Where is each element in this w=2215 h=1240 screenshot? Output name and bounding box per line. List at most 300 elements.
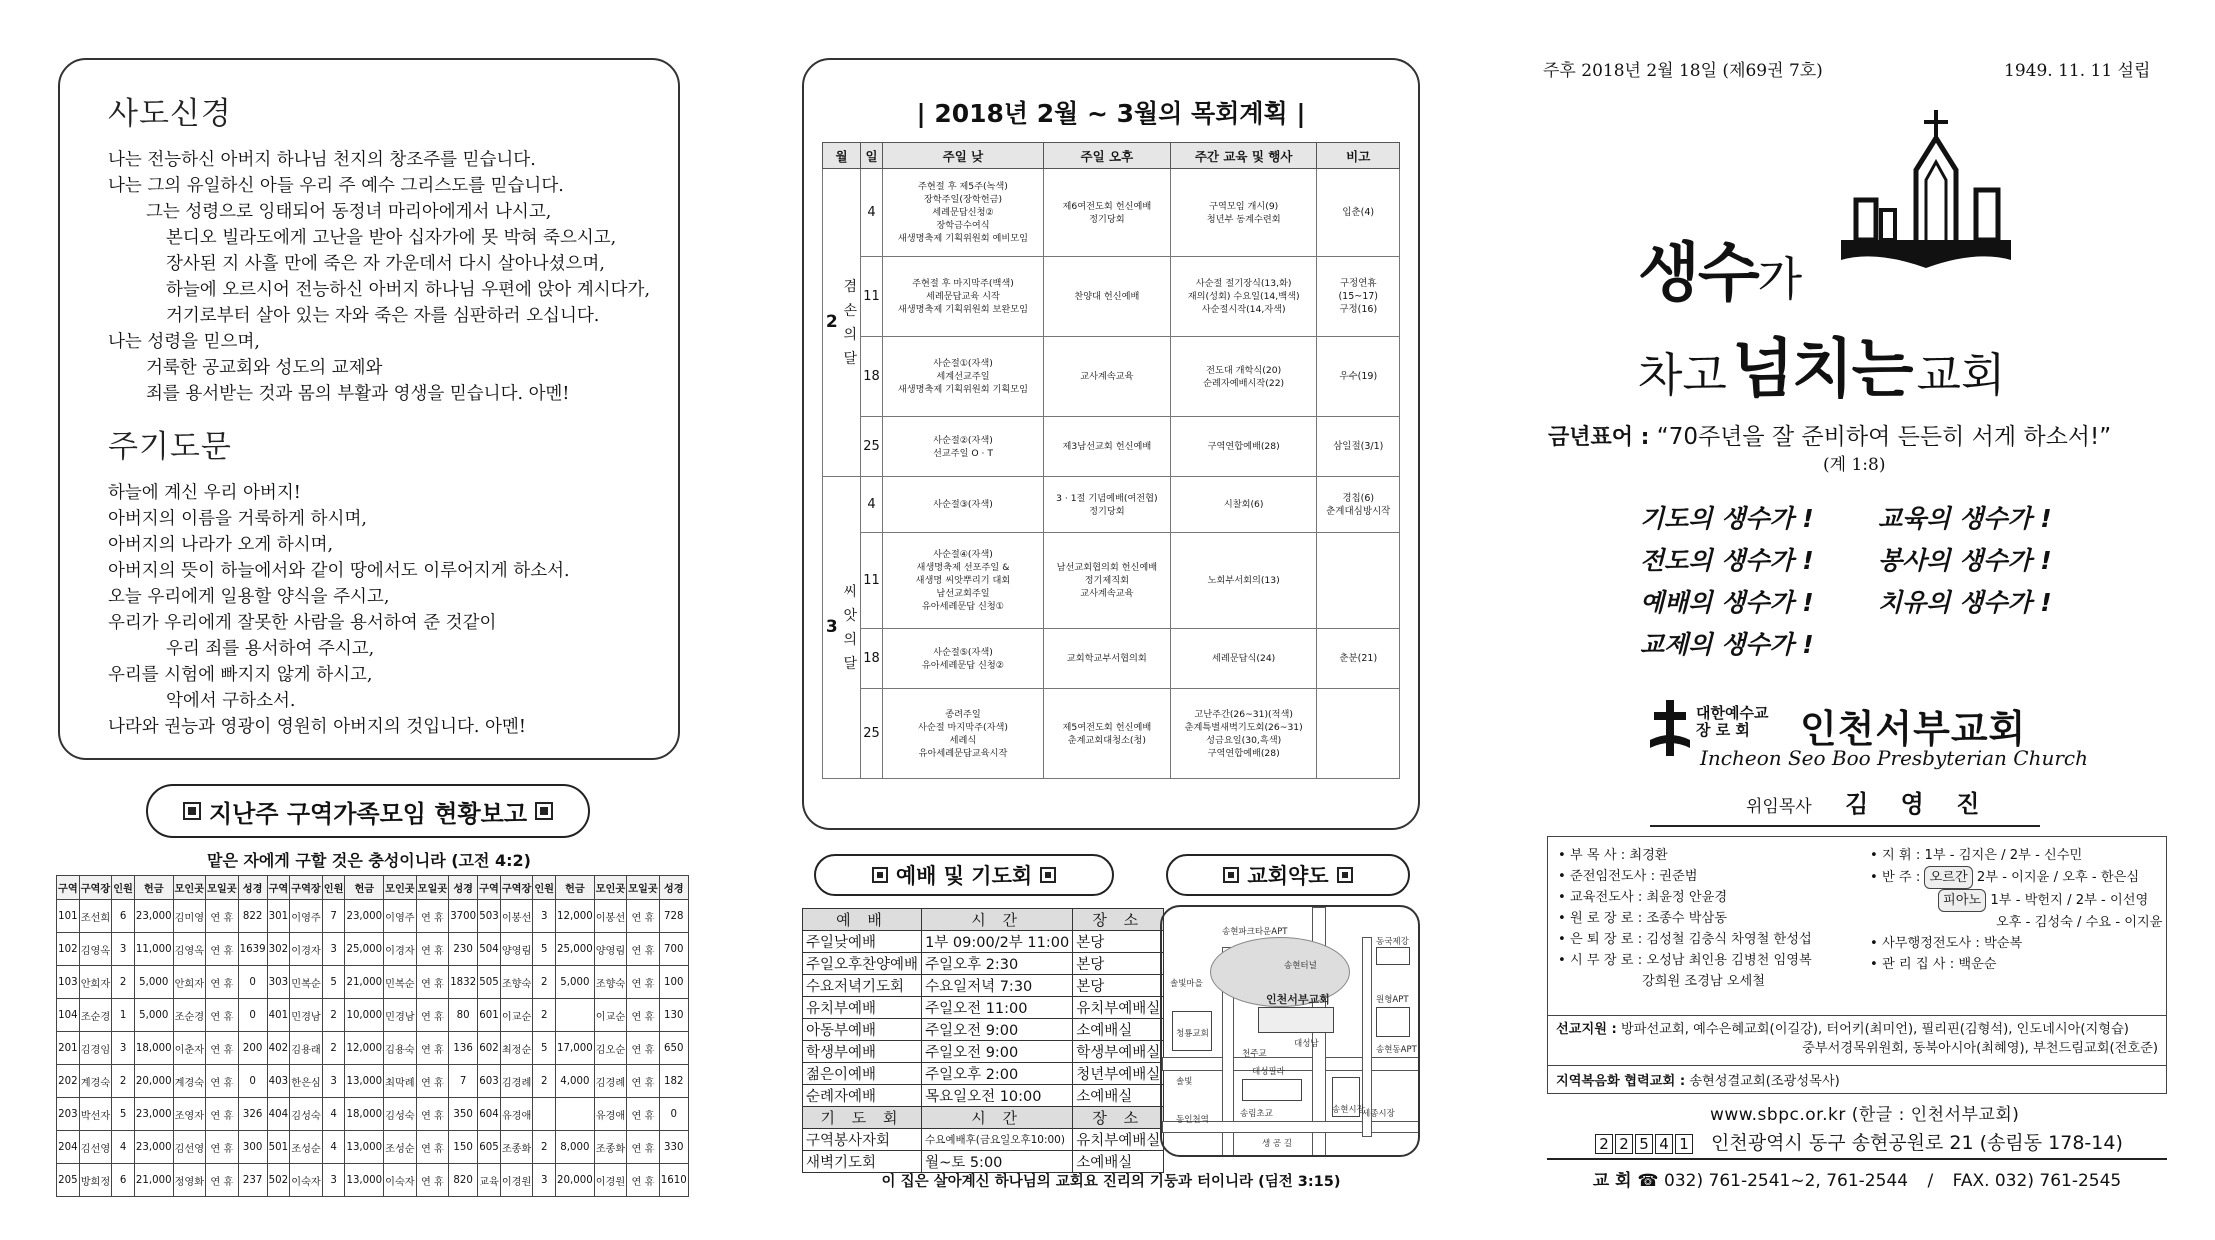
report-cell: 연 휴: [416, 1065, 449, 1098]
phone-number: 032) 761-2541~2, 761-2544: [1664, 1171, 1909, 1191]
worship-cell: 아동부예배: [803, 1019, 922, 1041]
plan-cell-line: 교사계속교육: [1080, 588, 1134, 599]
table-row: [803, 953, 1164, 975]
plan-cell-line: (15~17): [1338, 291, 1379, 302]
report-cell: 0: [238, 1065, 267, 1098]
report-cell: 23,000: [134, 1131, 173, 1164]
slogan: 교제의 생수가 !: [1640, 630, 1814, 659]
plan-cell-note: [1317, 257, 1400, 337]
prayer-line: 아버지의 이름을 거룩하게 하시며,: [108, 509, 367, 529]
report-cell: 민경남: [384, 999, 417, 1032]
report-cell: 18,000: [134, 1032, 173, 1065]
plan-cell-line: 입춘(4): [1342, 207, 1375, 218]
report-cell: 양영림: [500, 933, 533, 966]
plan-cell-after: [1043, 169, 1170, 257]
map-building: [1376, 947, 1410, 965]
plan-cell-line: 사순절시작(14,자색): [1201, 304, 1286, 315]
plan-cell-line: 제5여전도회 헌신예배: [1062, 721, 1152, 733]
staff-line: • 원 로 장 로 : 조종수 박삼동: [1558, 911, 1727, 926]
address: [1595, 1128, 2123, 1155]
plan-cell-line: 유아세례문답교육시작: [918, 747, 1008, 759]
plan-cell-line: 주현절 후 제5주(녹색): [918, 181, 1008, 192]
plan-cell-note: [1317, 417, 1400, 477]
denomination-line: 장 로 회: [1696, 721, 1750, 739]
report-cell: 이경자: [290, 933, 323, 966]
plan-cell-line: 제3남선교회 헌신예배: [1062, 441, 1152, 452]
creed-line: 죄를 용서받는 것과 몸의 부활과 영생을 믿습니다. 아멘!: [146, 384, 570, 404]
website: www.sbpc.or.kr (한글 : 인천서부교회): [1710, 1105, 2020, 1125]
table-row: [823, 689, 1400, 779]
plan-cell-line: 고난주간(26~31)(적색): [1194, 708, 1293, 720]
plan-month: 2: [823, 169, 841, 477]
cross-logo-icon: [1650, 700, 1690, 756]
plan-theme: [841, 477, 861, 779]
report-cell: 조성순: [290, 1131, 323, 1164]
plan-day: 4: [861, 477, 883, 533]
report-cell: 이영주: [384, 900, 417, 933]
plan-cell-noon: [883, 477, 1044, 533]
worship-cell: 수요예배후(금요일오후10:00): [922, 1129, 1073, 1151]
plan-cell-line: 새생명축제 기획위원회 보완모임: [897, 304, 1028, 315]
plan-cell-line: 사순절③(자색): [933, 499, 993, 510]
report-header-cell: 모인곳: [384, 876, 417, 900]
motto-word: 생수: [1638, 237, 1758, 311]
report-cell: [533, 1098, 556, 1131]
report-cell: 연 휴: [416, 1098, 449, 1131]
report-cell: 2: [533, 999, 556, 1032]
plan-cell-noon: [883, 689, 1044, 779]
report-cell: 계경숙: [173, 1065, 206, 1098]
report-cell: 605: [478, 1131, 501, 1164]
plan-header-cell: 주간 교육 및 행사: [1170, 143, 1317, 169]
report-cell: 11,000: [134, 933, 173, 966]
square-bullet-icon: [535, 802, 553, 820]
plan-header-cell: 일: [861, 143, 883, 169]
plan-cell-line: 세례문답식(24): [1212, 653, 1276, 664]
prayer-line: 아버지의 나라가 오게 하시며,: [108, 535, 334, 555]
plan-cell-line: 경칩(6): [1342, 492, 1375, 504]
plan-cell-line: 사순절②(자색): [933, 434, 993, 446]
zip-digit: 4: [1655, 1134, 1673, 1154]
slogans-left: [1640, 498, 1814, 666]
plan-cell-note: [1317, 337, 1400, 417]
plan-cell-line: 유아세례문답 신청②: [921, 659, 1005, 671]
worship-header-cell: 예 배: [803, 909, 922, 931]
table-row: [823, 477, 1400, 533]
table-row: [803, 975, 1164, 997]
report-cell: [556, 1098, 595, 1131]
creed-text: [108, 147, 651, 407]
plan-theme-char: 손: [843, 302, 858, 319]
church-map: [1160, 905, 1420, 1157]
report-cell: 이영주: [290, 900, 323, 933]
plan-cell-week: [1170, 533, 1317, 629]
plan-theme-char: 달: [843, 655, 858, 672]
report-cell: 정영화: [173, 1164, 206, 1197]
staff-line: • 은 퇴 장 로 : 김성철 김충식 차영철 한성섭: [1558, 932, 1812, 947]
report-cell: 김경례: [500, 1065, 533, 1098]
report-cell: 민복순: [290, 966, 323, 999]
report-cell: 이교순: [594, 999, 627, 1032]
report-banner: [146, 784, 590, 838]
plan-cell-line: 교사계속교육: [1080, 371, 1134, 382]
report-cell: 650: [659, 1032, 688, 1065]
plan-theme-char: 겸: [843, 278, 858, 295]
plan-cell-line: 세례문답교육 시작: [926, 291, 1000, 302]
staff-line: • 사무행정전도사 : 박순복: [1870, 936, 2023, 951]
map-label: 송현동APT: [1376, 1045, 1417, 1055]
map-road: [1162, 1057, 1420, 1071]
report-cell: 80: [449, 999, 478, 1032]
report-cell: 25,000: [556, 933, 595, 966]
map-label: 솔빛: [1176, 1077, 1193, 1087]
report-cell: 연 휴: [206, 1164, 239, 1197]
plan-cell-line: 정기당회: [1089, 505, 1125, 517]
report-cell: 20,000: [556, 1164, 595, 1197]
table-row: [803, 1129, 1164, 1151]
map-label: 송현시장: [1332, 1105, 1365, 1115]
report-cell: 5: [533, 1032, 556, 1065]
report-cell: 601: [478, 999, 501, 1032]
regional-partner: [1548, 1065, 2166, 1093]
fax-number: FAX. 032) 761-2545: [1952, 1171, 2122, 1191]
plan-cell-line: 순례자예배시작(22): [1203, 377, 1285, 389]
report-cell: 3: [322, 933, 345, 966]
report-cell: 330: [659, 1131, 688, 1164]
plan-cell-line: 구역연합예배(28): [1207, 747, 1280, 759]
report-cell: 2: [322, 1032, 345, 1065]
report-cell: 237: [238, 1164, 267, 1197]
table-row: [823, 417, 1400, 477]
report-cell: 182: [659, 1065, 688, 1098]
report-cell: 연 휴: [627, 999, 660, 1032]
worship-cell: 청년부예배실: [1073, 1063, 1164, 1085]
worship-cell: 유치부예배: [803, 997, 922, 1019]
report-cell: 136: [449, 1032, 478, 1065]
report-cell: 김용숙: [384, 1032, 417, 1065]
report-cell: [556, 999, 595, 1032]
plan-cell-line: 사순절④(자색): [933, 549, 993, 560]
plan-cell-after: [1043, 689, 1170, 779]
table-row: [823, 337, 1400, 417]
worship-cell: 주일낮예배: [803, 931, 922, 953]
issue-date: 주후 2018년 2월 18일 (제69권 7호): [1543, 61, 1823, 81]
mission-text: 중부서경목위원회, 동북아시아(최혜영), 부천드림교회(전호준): [1802, 1041, 2158, 1056]
table-row: [803, 931, 1164, 953]
square-bullet-icon: [183, 802, 201, 820]
plan-cell-line: 장학주일(장학헌금): [923, 194, 1003, 205]
plan-header-cell: 월: [823, 143, 861, 169]
table-row: [803, 1019, 1164, 1041]
plan-cell-after: [1043, 417, 1170, 477]
choir-label: • 반 주 :: [1870, 870, 1921, 885]
map-label: 청룡교회: [1176, 1029, 1209, 1039]
creed-line: 나는 그의 유일하신 아들 우리 주 예수 그리스도를 믿습니다.: [108, 176, 564, 196]
mission-text: 방파선교회, 예수은혜교회(이길강), 터어키(최미언), 필리핀(김형석), 인도네시아(지형습): [1621, 1022, 2129, 1037]
report-cell: 2: [112, 966, 135, 999]
report-cell: 103: [57, 966, 80, 999]
plan-cell-line: 제6여전도회 헌신예배: [1062, 200, 1152, 212]
report-header-cell: 성경: [659, 876, 688, 900]
report-cell: 안희자: [79, 966, 112, 999]
address-text: 인천광역시 동구 송현공원로 21 (송림동 178-14): [1711, 1132, 2123, 1154]
report-cell: 23,000: [134, 900, 173, 933]
plan-theme-char: 씨: [843, 583, 858, 600]
zip-digit: 2: [1615, 1134, 1633, 1154]
report-cell: 404: [267, 1098, 290, 1131]
plan-cell-after: [1043, 629, 1170, 689]
report-cell: 민복순: [384, 966, 417, 999]
worship-cell: 유치부예배실: [1073, 1129, 1164, 1151]
report-cell: 이교순: [500, 999, 533, 1032]
square-bullet-icon: [1337, 867, 1353, 883]
report-cell: 5,000: [134, 966, 173, 999]
map-banner-label: 교회약도: [1247, 864, 1329, 888]
plan-cell-note: [1317, 477, 1400, 533]
plan-cell-line: 정기제직회: [1084, 575, 1130, 586]
report-cell: 0: [238, 999, 267, 1032]
motto-word: 교회: [1916, 348, 2006, 402]
plan-cell-noon: [883, 417, 1044, 477]
report-cell: 501: [267, 1131, 290, 1164]
report-cell: 303: [267, 966, 290, 999]
zip-digit: 2: [1595, 1134, 1613, 1154]
report-cell: 503: [478, 900, 501, 933]
worship-banner: [814, 854, 1114, 896]
map-label: 송림초교: [1240, 1109, 1273, 1119]
report-cell: 연 휴: [206, 999, 239, 1032]
plan-cell-line: 유아세례문답 신청①: [921, 601, 1005, 612]
pastor-name: 김 영 진: [1845, 790, 1992, 818]
plan-day: 4: [861, 169, 883, 257]
report-cell: 13,000: [345, 1164, 384, 1197]
table-row: [57, 966, 689, 999]
worship-cell: 주일오후찬양예배: [803, 953, 922, 975]
report-cell: 조성순: [384, 1131, 417, 1164]
creed-line: 장사된 지 사흘 만에 죽은 자 가운데서 다시 살아나셨으며,: [166, 254, 605, 274]
worship-cell: 구역봉사자회: [803, 1129, 922, 1151]
report-cell: 23,000: [345, 900, 384, 933]
plan-cell-line: 삼일절(3/1): [1333, 441, 1384, 452]
report-cell: 5: [322, 966, 345, 999]
map-label: 생 공 길: [1262, 1139, 1293, 1149]
prayer-line: 우리를 시험에 빠지지 않게 하시고,: [108, 665, 373, 685]
pastor-title: 위임목사: [1746, 797, 1812, 817]
worship-cell: 목요일오전 10:00: [922, 1085, 1073, 1107]
worship-cell: 학생부예배실: [1073, 1041, 1164, 1063]
map-label: 송현터널: [1284, 961, 1317, 971]
report-cell: 502: [267, 1164, 290, 1197]
creed-line: 나는 성령을 믿으며,: [108, 332, 260, 352]
report-cell: 4: [322, 1098, 345, 1131]
plan-cell-line: 사순절⑤(자색): [933, 646, 993, 658]
plan-day: 18: [861, 337, 883, 417]
organ-text: 2부 - 이지윤 / 오후 - 한은심: [1976, 870, 2140, 885]
report-cell: 204: [57, 1131, 80, 1164]
plan-cell-noon: [883, 629, 1044, 689]
year-motto: [1548, 418, 2111, 451]
report-cell: 연 휴: [627, 1065, 660, 1098]
zip-code: [1595, 1132, 1701, 1154]
table-row: [803, 1085, 1164, 1107]
plan-cell-noon: [883, 533, 1044, 629]
pastor-line: [1650, 784, 2040, 827]
church-name: 인천서부교회: [1800, 707, 2027, 751]
plan-day: 25: [861, 689, 883, 779]
table-row: [57, 900, 689, 933]
staff-line: • 교육전도사 : 최윤정 안윤경: [1558, 890, 1728, 905]
plan-title: | 2018년 2월 ~ 3월의 목회계획 |: [916, 99, 1306, 128]
report-cell: 202: [57, 1065, 80, 1098]
plan-cell-line: 구역모임 개시(9): [1209, 200, 1279, 212]
report-cell: 205: [57, 1164, 80, 1197]
worship-header-cell: 시 간: [922, 909, 1073, 931]
plan-day: 11: [861, 257, 883, 337]
report-cell: 2: [533, 1065, 556, 1098]
worship-cell: 새벽기도회: [803, 1151, 922, 1173]
report-header-cell: 인원: [533, 876, 556, 900]
creed-panel: [58, 58, 680, 760]
creed-line: 거기로부터 살아 있는 자와 죽은 자를 심판하러 오십니다.: [166, 306, 600, 326]
report-cell: 603: [478, 1065, 501, 1098]
report-cell: 402: [267, 1032, 290, 1065]
plan-table: [822, 142, 1400, 779]
report-cell: 김성숙: [384, 1098, 417, 1131]
motto-word: 차고: [1638, 348, 1727, 402]
table-row: [57, 1032, 689, 1065]
plan-cell-line: 새생명축제 선포주일 &: [916, 562, 1010, 573]
worship-cell: 소예배실: [1073, 1019, 1164, 1041]
prayer-line: 나라와 권능과 영광이 영원히 아버지의 것입니다. 아멘!: [108, 717, 526, 737]
motto-word: 넘치는: [1731, 333, 1912, 407]
report-cell: 7: [322, 900, 345, 933]
report-cell: 1610: [659, 1164, 688, 1197]
table-row: [823, 169, 1400, 257]
report-cell: 이봉선: [500, 900, 533, 933]
table-row: [57, 1164, 689, 1197]
worship-header-cell: 기 도 회: [803, 1107, 922, 1129]
report-cell: 8,000: [556, 1131, 595, 1164]
table-row: [803, 997, 1164, 1019]
report-cell: 302: [267, 933, 290, 966]
report-cell: 연 휴: [416, 1131, 449, 1164]
report-cell: 5: [112, 1098, 135, 1131]
report-cell: 21,000: [134, 1164, 173, 1197]
report-cell: 21,000: [345, 966, 384, 999]
report-cell: 연 휴: [627, 966, 660, 999]
report-cell: 이경원: [500, 1164, 533, 1197]
report-cell: 최정순: [500, 1032, 533, 1065]
report-cell: 조선희: [79, 900, 112, 933]
staff-line: • 시 무 장 로 : 오성남 최인용 김병천 임영복: [1558, 953, 1812, 968]
plan-cell-note: [1317, 533, 1400, 629]
report-cell: 230: [449, 933, 478, 966]
plan-cell-line: 전도대 개학식(20): [1206, 364, 1282, 376]
plan-cell-after: [1043, 533, 1170, 629]
table-row: [803, 1041, 1164, 1063]
report-cell: 403: [267, 1065, 290, 1098]
report-cell: 3: [112, 1032, 135, 1065]
report-cell: 조종화: [594, 1131, 627, 1164]
report-cell: 820: [449, 1164, 478, 1197]
report-cell: 3: [112, 933, 135, 966]
report-cell: 23,000: [134, 1098, 173, 1131]
plan-cell-line: 구역연합예배(28): [1207, 441, 1280, 452]
square-bullet-icon: [1040, 867, 1056, 883]
plan-cell-line: 청년부 동계수련회: [1206, 213, 1281, 225]
staff-line: [1870, 866, 2163, 889]
report-cell: 연 휴: [627, 900, 660, 933]
zip-digit: 1: [1675, 1134, 1693, 1154]
plan-cell-week: [1170, 169, 1317, 257]
report-cell: 401: [267, 999, 290, 1032]
report-cell: 김선영: [173, 1131, 206, 1164]
report-cell: 계경숙: [79, 1065, 112, 1098]
report-cell: 203: [57, 1098, 80, 1131]
report-cell: 5,000: [134, 999, 173, 1032]
report-cell: 교육: [478, 1164, 501, 1197]
report-cell: 7: [449, 1065, 478, 1098]
report-cell: 연 휴: [206, 933, 239, 966]
report-header-cell: 헌금: [134, 876, 173, 900]
plan-month: 3: [823, 477, 841, 779]
report-cell: 연 휴: [416, 900, 449, 933]
creed-line: 나는 전능하신 아버지 하나님 천지의 창조주를 믿습니다.: [108, 150, 536, 170]
plan-cell-line: 세계선교주일: [936, 371, 990, 382]
report-cell: 350: [449, 1098, 478, 1131]
plan-cell-line: 교회학교부서협의회: [1066, 653, 1147, 664]
table-row: [57, 1065, 689, 1098]
plan-cell-week: [1170, 337, 1317, 417]
worship-cell: 젊은이예배: [803, 1063, 922, 1085]
report-cell: 연 휴: [206, 1098, 239, 1131]
plan-header-cell: 주일 낮: [883, 143, 1044, 169]
plan-cell-line: 남선교회주일: [936, 588, 990, 599]
map-label-church: 인천서부교회: [1266, 993, 1330, 1006]
motto-word: 가: [1757, 252, 1803, 306]
report-cell: 4: [112, 1131, 135, 1164]
report-cell: 이경원: [594, 1164, 627, 1197]
table-row: [57, 933, 689, 966]
plan-cell-after: [1043, 477, 1170, 533]
report-cell: 연 휴: [206, 900, 239, 933]
report-cell: 조향숙: [500, 966, 533, 999]
founded-date: 1949. 11. 11 설립: [2004, 61, 2151, 81]
church-bible-icon: [1836, 110, 2016, 290]
table-row: [57, 1098, 689, 1131]
plan-day: 18: [861, 629, 883, 689]
report-cell: 양영림: [594, 933, 627, 966]
report-cell: 130: [659, 999, 688, 1032]
year-motto-ref: (계 1:8): [1823, 455, 1886, 475]
prayer-line: 악에서 구하소서.: [166, 691, 296, 711]
plan-theme-char: 의: [843, 631, 858, 648]
year-motto-text: “70주년을 잘 준비하여 든든히 서게 하소서!”: [1656, 424, 2112, 450]
report-cell: 3: [533, 1164, 556, 1197]
report-cell: 연 휴: [416, 1032, 449, 1065]
staff-line: • 지 휘 : 1부 - 김지은 / 2부 - 신수민: [1870, 848, 2083, 863]
report-cell: 연 휴: [416, 999, 449, 1032]
piano-tag: 피아노: [1938, 889, 1986, 912]
report-cell: 13,000: [345, 1131, 384, 1164]
report-cell: 0: [238, 966, 267, 999]
worship-cell: 수요일저녁 7:30: [922, 975, 1073, 997]
church-building: [1258, 1007, 1334, 1033]
worship-cell: 순례자예배: [803, 1085, 922, 1107]
report-cell: 김용래: [290, 1032, 323, 1065]
report-cell: 101: [57, 900, 80, 933]
map-label: 솔빛마을: [1170, 979, 1203, 989]
